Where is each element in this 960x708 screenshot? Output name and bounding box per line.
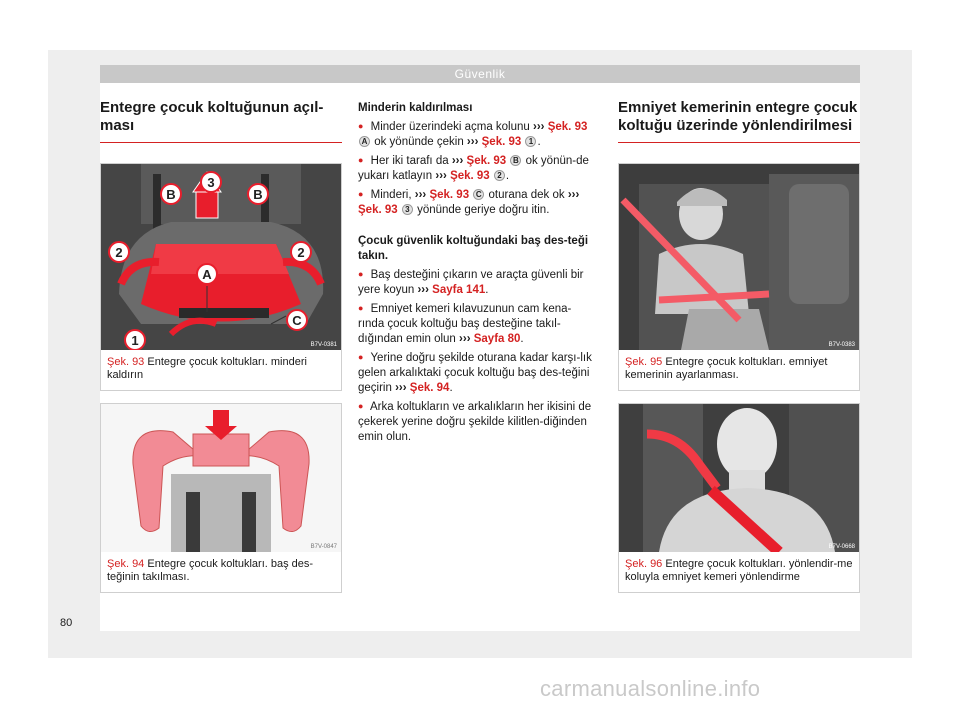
- arrow-glyph: ›››: [395, 382, 407, 394]
- ref-link[interactable]: Şek. 93: [450, 170, 490, 182]
- step-text: yönünde geriye doğru itin.: [417, 204, 550, 216]
- step-1: [358, 120, 594, 150]
- child-seatbelt-illustration: [619, 164, 859, 350]
- figure-93-image: [101, 164, 341, 350]
- figure-96-image: [619, 404, 859, 552]
- caption-text: Entegre çocuk koltukları. minderi kaldırın: [107, 356, 307, 381]
- figure-94-caption: [101, 552, 341, 592]
- caption-ref: Şek. 93: [107, 356, 145, 368]
- step-3: [358, 188, 594, 218]
- column-right: [618, 83, 860, 593]
- step-text: ok yönün-de yukarı katlayın: [358, 155, 589, 182]
- step-text: Minder üzerindeki açma kolunu: [370, 121, 530, 133]
- figure-96-caption: [619, 552, 859, 592]
- headrest-illustration: [101, 404, 341, 552]
- label-3: 3: [207, 175, 215, 190]
- ref-link[interactable]: Şek. 93: [547, 121, 588, 133]
- step-text: Baş desteğini çıkarın ve araçta güvenli bir yere koyun: [358, 269, 584, 296]
- section-header: Güvenlik: [100, 65, 860, 83]
- seat-cushion-illustration: [101, 164, 341, 350]
- caption-ref: Şek. 94: [107, 558, 145, 570]
- ref-link[interactable]: Sayfa 80: [473, 333, 521, 345]
- figure-code: B7V-0383: [828, 342, 855, 348]
- step-text: Her iki tarafı da: [370, 155, 449, 167]
- column-middle: [358, 101, 594, 449]
- label-b-right: B: [253, 187, 263, 202]
- belt-guide-illustration: [619, 404, 859, 552]
- label-a: A: [202, 267, 212, 282]
- section-title-right: Emniyet kemerinin entegre çocuk koltuğu üzerinde yönlendirilmesi: [618, 99, 860, 143]
- step-text: .: [520, 333, 524, 345]
- step-text: Arka koltukların ve arkalıkların her ikisini de çekerek yerine doğru şekilde kilitlen-diğinden emin olun.: [358, 401, 592, 443]
- step-text: .: [537, 136, 541, 148]
- figure-96: [618, 403, 860, 593]
- callout-marker: B: [510, 155, 521, 166]
- caption-text: Entegre çocuk koltukları. emniyet kemerinin ayarlanması.: [625, 356, 828, 381]
- section-title-left: Entegre çocuk koltuğunun açıl- ması: [100, 99, 342, 143]
- ref-link[interactable]: Şek. 93: [481, 136, 522, 148]
- arrow-glyph: ›››: [466, 136, 479, 148]
- ref-link[interactable]: Şek. 93: [358, 204, 398, 216]
- caption-text: Entegre çocuk koltukları. baş des-teğinin takılması.: [107, 558, 314, 583]
- figure-code: B7V-0668: [828, 544, 855, 550]
- content-area: [100, 83, 860, 631]
- callout-marker: 2: [494, 170, 505, 181]
- subheading-headrest: Çocuk güvenlik koltuğundaki baş des-teği takın.: [358, 235, 589, 262]
- step-text: oturana dek ok: [488, 189, 565, 201]
- arrow-glyph: ›››: [417, 284, 429, 296]
- step-7: [358, 400, 594, 445]
- arrow-glyph: ›››: [533, 121, 545, 133]
- column-left: [100, 83, 342, 593]
- label-2-left: 2: [115, 245, 123, 260]
- watermark: carmanualsonline.info: [540, 676, 761, 701]
- callout-marker: 3: [402, 204, 413, 215]
- figure-95-image: [619, 164, 859, 350]
- figure-94: [100, 403, 342, 593]
- figure-94-image: [101, 404, 341, 552]
- figure-95-caption: [619, 350, 859, 390]
- label-b-left: B: [166, 187, 176, 202]
- step-6: [358, 351, 594, 396]
- caption-ref: Şek. 95: [625, 356, 663, 368]
- label-1: 1: [131, 333, 139, 348]
- figure-code: B7V-0847: [310, 544, 337, 550]
- arrow-glyph: ›››: [459, 333, 471, 345]
- step-text: ok yönünde çekin: [374, 136, 464, 148]
- step-text: .: [485, 284, 489, 296]
- callout-marker: C: [473, 189, 484, 200]
- arrow-glyph: ›››: [567, 189, 580, 201]
- callout-marker: 1: [525, 136, 536, 147]
- subheading-cushion: Minderin kaldırılması: [358, 102, 473, 114]
- label-2-right: 2: [297, 245, 305, 260]
- step-text: .: [449, 382, 453, 394]
- figure-95: [618, 163, 860, 391]
- arrow-glyph: ›››: [435, 170, 447, 182]
- figure-93-caption: [101, 350, 341, 390]
- step-text: Minderi,: [370, 189, 412, 201]
- step-text: Yerine doğru şekilde oturana kadar karşı-lık gelen arkalıktaki çocuk koltuğu baş des-teğini geçirin: [358, 352, 592, 394]
- arrow-glyph: ›››: [414, 189, 427, 201]
- ref-link[interactable]: Şek. 93: [429, 189, 470, 201]
- arrow-glyph: ›››: [451, 155, 464, 167]
- figure-93: [100, 163, 342, 391]
- step-text: .: [505, 170, 510, 182]
- ref-link[interactable]: Şek. 94: [409, 382, 450, 394]
- step-2: [358, 154, 594, 184]
- step-4: [358, 268, 594, 298]
- ref-link[interactable]: Şek. 93: [466, 155, 507, 167]
- caption-text: Entegre çocuk koltukları. yönlendir-me koluyla emniyet kemeri yönlendirme: [625, 558, 853, 583]
- step-text: Emniyet kemeri kılavuzunun cam kena-rında çocuk koltuğu baş desteğine takıl-dığından emin olun: [358, 303, 572, 345]
- page-number: 80: [60, 617, 73, 629]
- callout-marker: A: [359, 136, 370, 147]
- ref-link[interactable]: Sayfa 141: [432, 284, 486, 296]
- caption-ref: Şek. 96: [625, 558, 663, 570]
- figure-code: B7V-0381: [310, 342, 337, 348]
- step-5: [358, 302, 594, 347]
- label-c: C: [292, 313, 302, 328]
